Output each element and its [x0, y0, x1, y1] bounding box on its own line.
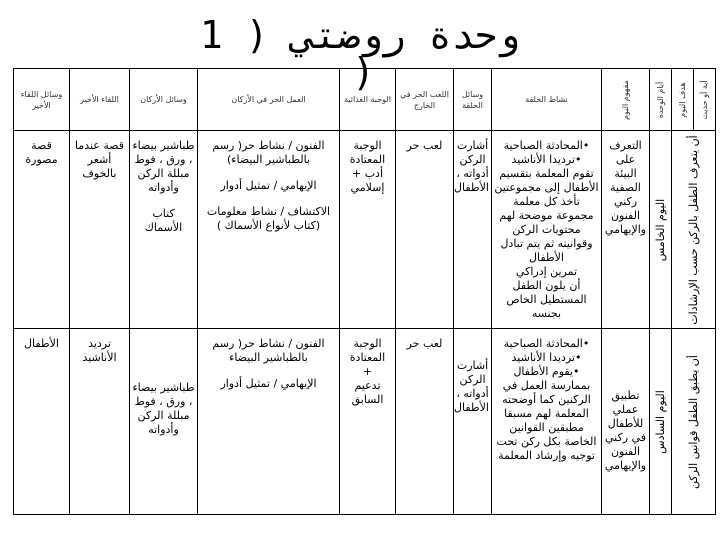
- header-meal: الوجبة الغذائية: [340, 69, 396, 131]
- corner-tools-cell: طباشير بيضاء ، ورق ، فوط مبللة الركن وأدواته كتاب الأسماك: [130, 131, 198, 329]
- header-free-work: العمل الحر في الأركان: [198, 69, 340, 131]
- day-cell: اليوم الخامس: [650, 131, 672, 329]
- page-title-paren: ): [352, 50, 375, 94]
- outdoor-play-cell: لعب حر: [396, 131, 454, 329]
- header-last-meeting: اللقاء الأخير: [70, 69, 130, 131]
- last-meeting-tools-cell: قصة مصورة: [14, 131, 70, 329]
- corner-tools-cell: طباشير بيضاء ، ورق ، فوط مبللة الركن وأدواته: [130, 329, 198, 515]
- header-circle-activity: نشاط الحلقة: [492, 69, 602, 131]
- table-row: [14, 131, 716, 329]
- circle-tools-cell: أشارت الركن أدواته ، الأطفال: [454, 131, 492, 329]
- header-circle-tools: وسائل الحلقة: [454, 69, 492, 131]
- unit-goal-cell: أن يتعرف الطفل بالركن حسب الإرشادات: [672, 131, 716, 329]
- day-cell: اليوم السادس: [650, 329, 672, 515]
- circle-activity-cell: •المحادثة الصباحية •ترديدا الأناشيد •يقوم الأطفال بممارسة العمل في الركنين كما أوضحته المعلمة لهم مسبقا مطبقين القوانين الخاصة بكل ركن تحت توجيه وإرشاد المعلمة: [492, 329, 602, 515]
- lesson-plan-table: [13, 68, 716, 515]
- header-unit-goal: أية أو حديث: [694, 69, 716, 131]
- outdoor-play-cell: لعب حر: [396, 329, 454, 515]
- circle-activity-cell: •المحادثة الصباحية •ترديدا الأناشيد تقوم المعلمة بتقسيم الأطفال إلى مجموعتين تأخذ كل معلمة مجموعة موضحة لهم محتويات الركن وقوانينه ثم يتم تبادل الأطفال تمرين إدراكي أن يلون الطفل المستطيل الخاص بجنسه: [492, 131, 602, 329]
- header-last-meeting-tools: وسائل اللقاء الأخير: [14, 69, 70, 131]
- last-meeting-tools-cell: الأطفال: [14, 329, 70, 515]
- last-meeting-cell: ترديد الأناشيد: [70, 329, 130, 515]
- header-day-goal: هدف اليوم: [672, 69, 694, 131]
- table-row: [14, 329, 716, 515]
- concept-cell: التعرف على البيئة الصفية ركني الفنون والإيهامي: [602, 131, 650, 329]
- meal-cell: الوجبة المعتادة أدب + إسلامي: [340, 131, 396, 329]
- header-row: [14, 69, 716, 131]
- header-unit-days: أيام الوحدة: [650, 69, 672, 131]
- circle-tools-cell: أشارت الركن أدواته ، الأطفال: [454, 329, 492, 515]
- header-corner-tools: وسائل الأركان: [130, 69, 198, 131]
- meal-cell: الوجبة المعتادة + تدعيم السابق: [340, 329, 396, 515]
- page-title: وحدة روضتي ( 1: [199, 13, 521, 57]
- free-work-cell: الفنون / نشاط حر( رسم بالطباشير البيضاء الإيهامي / تمثيل أدوار: [198, 329, 340, 515]
- free-work-cell: الفنون / نشاط حر( رسم بالطباشير البيضاء) الإيهامي / تمثيل أدوار الاكتشاف / نشاط معلومات (كتاب لأنواع الأسماك ): [198, 131, 340, 329]
- header-day-concept: مفهوم اليوم: [602, 69, 650, 131]
- unit-goal-cell: أن يطبق الطفل قوانين الركن: [672, 329, 716, 515]
- concept-cell: تطبيق عملي للأطفال في ركني الفنون والإيهامي: [602, 329, 650, 515]
- header-outdoor-play: اللعب الحر في الخارج: [396, 69, 454, 131]
- last-meeting-cell: قصة عندما أشعر بالخوف: [70, 131, 130, 329]
